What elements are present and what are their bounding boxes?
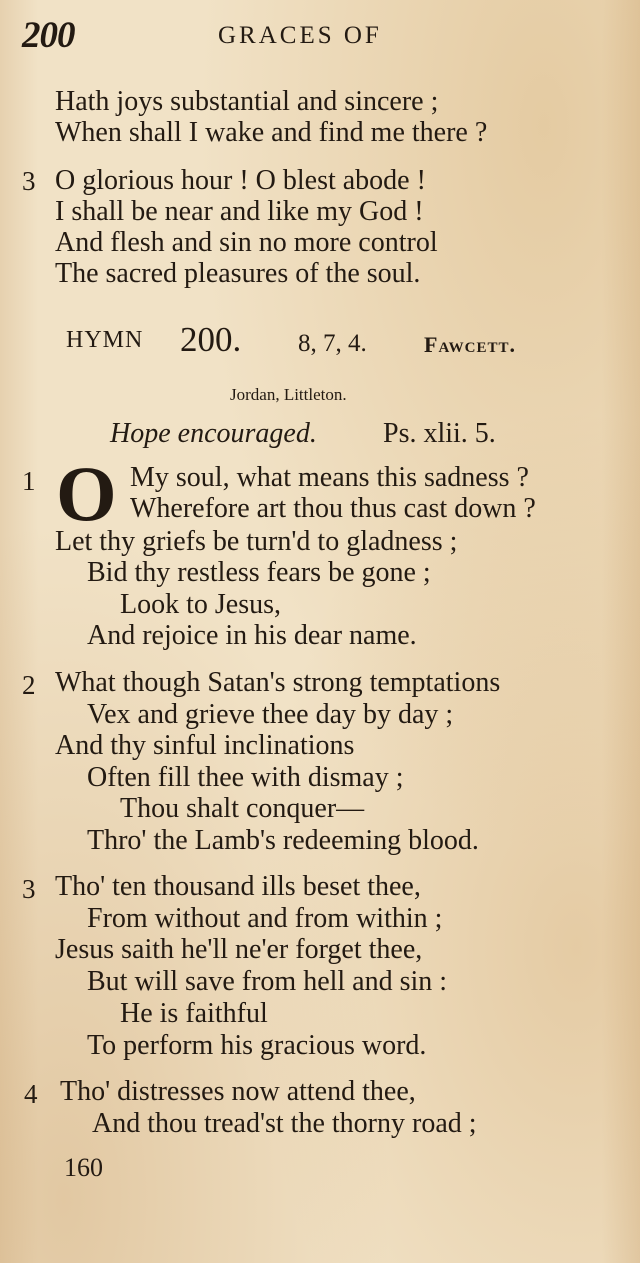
verse-line: To perform his gracious word. — [87, 1030, 427, 1061]
verse-line: What though Satan's strong temptations — [55, 667, 501, 698]
hymn-author: Fawcett. — [424, 332, 516, 357]
continued-line: When shall I wake and find me there ? — [55, 117, 488, 148]
verse-line: Tho' distresses now attend thee, — [60, 1076, 416, 1107]
verse-line: And rejoice in his dear name. — [87, 620, 417, 651]
verse-line: Bid thy restless fears be gone ; — [87, 557, 431, 588]
verse-line: But will save from hell and sin : — [87, 966, 448, 997]
verse-line: Thro' the Lamb's redeeming blood. — [87, 825, 479, 856]
verse-line: Often fill thee with dismay ; — [87, 762, 404, 793]
continued-line: Hath joys substantial and sincere ; — [55, 86, 439, 117]
verse-line: And flesh and sin no more control — [55, 227, 438, 258]
verse-number: 3 — [22, 166, 36, 196]
verse-line: From without and from within ; — [87, 903, 443, 934]
verse-number: 2 — [22, 670, 36, 700]
verse-line: Vex and grieve thee day by day ; — [87, 699, 454, 730]
header-page-number: 200 — [22, 15, 75, 56]
verse-line: Let thy griefs be turn'd to gladness ; — [55, 526, 458, 557]
running-title: GRACES OF — [218, 22, 382, 49]
verse-line: And thou tread'st the thorny road ; — [92, 1108, 477, 1139]
verse-line: Look to Jesus, — [120, 589, 281, 620]
verse-number: 4 — [24, 1079, 38, 1109]
verse-line: The sacred pleasures of the soul. — [55, 258, 421, 289]
verse-line: Tho' ten thousand ills beset thee, — [55, 871, 421, 902]
verse-line: Thou shalt conquer— — [120, 793, 365, 824]
verse-line: Jesus saith he'll ne'er forget thee, — [55, 934, 423, 965]
hymn-meter: 8, 7, 4. — [298, 330, 367, 357]
drop-cap: O — [56, 450, 117, 537]
hymn-scripture: Ps. xlii. 5. — [383, 418, 496, 449]
verse-number: 1 — [22, 466, 36, 496]
hymn-theme: Hope encouraged. — [110, 418, 317, 449]
verse-line: He is faithful — [120, 998, 268, 1029]
verse-line: And thy sinful inclinations — [55, 730, 355, 761]
hymn-number: 200. — [180, 320, 242, 359]
hymn-tunes: Jordan, Littleton. — [230, 385, 347, 404]
verse-line: Wherefore art thou thus cast down ? — [130, 493, 536, 524]
footer-page-number: 160 — [64, 1153, 103, 1182]
verse-number: 3 — [22, 874, 36, 904]
verse-line: O glorious hour ! O blest abode ! — [55, 165, 426, 196]
hymn-label: HYMN — [66, 327, 144, 353]
verse-line: I shall be near and like my God ! — [55, 196, 424, 227]
verse-line: My soul, what means this sadness ? — [130, 462, 529, 493]
